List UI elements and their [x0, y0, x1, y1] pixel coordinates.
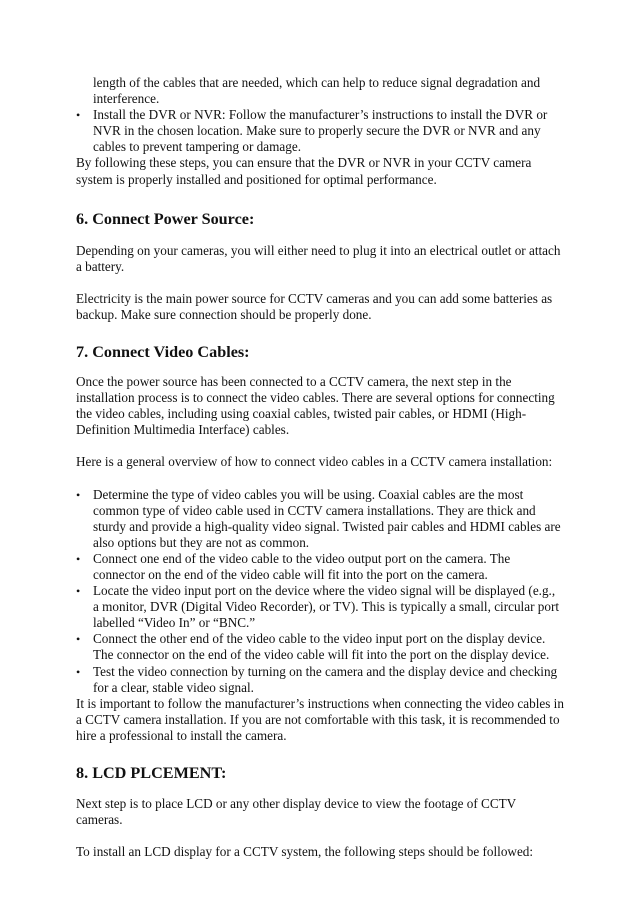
list-item-text: Install the DVR or NVR: Follow the manufacturer’s instructions to install the DVR or NVR in the chosen location. Make sure to properly secure the DVR or NVR and any cables to prevent tampering or damage.	[93, 107, 548, 155]
paragraph: Next step is to place LCD or any other display device to view the footage of CCTV cameras.	[76, 796, 516, 828]
list-item	[76, 551, 564, 583]
page-content	[76, 75, 564, 860]
list-item	[76, 664, 564, 696]
paragraph: It is important to follow the manufacturer’s instructions when connecting the video cables in a CCTV camera installation. If you are not comfortable with this task, it is recommended to hire a professional to install the camera.	[76, 695, 564, 743]
bullet-continuation: length of the cables that are needed, which can help to reduce signal degradation and interference.	[93, 75, 541, 107]
bullet-icon: •	[76, 664, 81, 679]
paragraph: Once the power source has been connected to a CCTV camera, the next step in the installation process is to connect the video cables. There are several options for connecting the video cables, including using coaxial cables, twisted pair cables, or HDMI (High-Definition Multimedia Interface) cables.	[76, 374, 555, 438]
paragraph: By following these steps, you can ensure that the DVR or NVR in your CCTV camera system is properly installed and positioned for optimal performance.	[76, 155, 532, 187]
section-heading: 7. Connect Video Cables:	[76, 343, 250, 362]
list-item-text: Connect the other end of the video cable to the video input port on the display device. The connector on the end of the video cable will fit into the port on the display device.	[93, 631, 550, 663]
list-item-text: Connect one end of the video cable to the video output port on the camera. The connector on the end of the video cable will fit into the port on the camera.	[93, 550, 511, 582]
list-item	[76, 107, 564, 155]
list-item	[76, 487, 564, 551]
paragraph: To install an LCD display for a CCTV system, the following steps should be followed:	[76, 844, 534, 860]
intro-bullet-list	[76, 107, 564, 155]
bullet-icon: •	[76, 108, 81, 123]
section-heading: 6. Connect Power Source:	[76, 209, 255, 228]
video-cable-steps-list	[76, 487, 564, 696]
list-item-text: Test the video connection by turning on the camera and the display device and checking for a clear, stable video signal.	[93, 663, 558, 695]
bullet-icon: •	[76, 551, 81, 566]
paragraph: Here is a general overview of how to connect video cables in a CCTV camera installation:	[76, 454, 553, 470]
list-item	[76, 583, 564, 631]
paragraph: Electricity is the main power source for CCTV cameras and you can add some batteries as backup. Make sure connection should be properly done.	[76, 290, 553, 322]
list-item	[76, 631, 564, 663]
list-item-text: Determine the type of video cables you will be using. Coaxial cables are the most common type of video cable used in CCTV camera installations. They are thick and sturdy and provide a high-quality video signal. Twisted pair cables and HDMI cables are also options but they are not as common.	[93, 486, 561, 550]
bullet-icon: •	[76, 632, 81, 647]
section-heading: 8. LCD PLCEMENT:	[76, 764, 227, 782]
bullet-icon: •	[76, 584, 81, 599]
paragraph: Depending on your cameras, you will either need to plug it into an electrical outlet or attach a battery.	[76, 242, 561, 274]
list-item-text: Locate the video input port on the device where the video signal will be displayed (e.g., a monitor, DVR (Digital Video Recorder), or TV). This is typically a small, circular port labelled “Video In” or “BNC.”	[93, 583, 559, 631]
bullet-icon: •	[76, 487, 81, 502]
